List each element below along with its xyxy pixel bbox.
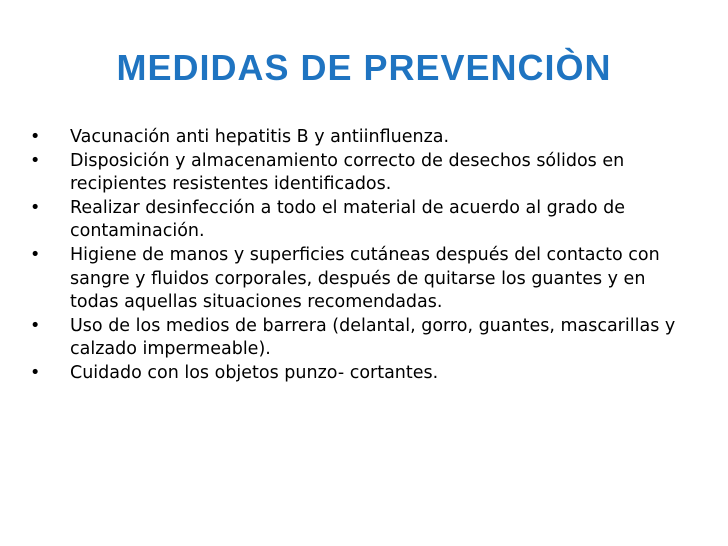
bullet-list (30, 126, 694, 386)
bullet-dot-icon: • (30, 150, 41, 171)
bullet-text: Vacunación anti hepatitis B y antiinfluenza. (70, 127, 450, 147)
bullet-item (30, 244, 694, 315)
bullet-item (30, 126, 694, 150)
bullet-dot-icon: • (30, 197, 41, 218)
bullet-item (30, 150, 694, 197)
bullet-text: Cuidado con los objetos punzo- cortantes. (70, 362, 439, 383)
bullet-text: Realizar desinfección a todo el material de acuerdo al grado de contaminación. (70, 197, 625, 242)
bullet-item (30, 362, 694, 386)
bullet-dot-icon: • (30, 315, 41, 336)
slide-title: MEDIDAS DE PREVENCIÒN (116, 47, 612, 88)
bullet-dot-icon: • (30, 127, 41, 147)
bullet-text: Disposición y almacenamiento correcto de desechos sólidos en recipientes resistentes identificados. (70, 150, 625, 195)
bullet-item (30, 197, 694, 244)
bullet-dot-icon: • (30, 244, 41, 265)
bullet-text: Higiene de manos y superficies cutáneas después del contacto con sangre y fluidos corporales, después de quitarse los guantes y en todas aquellas situaciones recomendadas. (70, 244, 660, 313)
bullet-item (30, 315, 694, 362)
bullet-dot-icon: • (30, 362, 41, 383)
bullet-text: Uso de los medios de barrera (delantal, gorro, guantes, mascarillas y calzado impermeable). (70, 315, 676, 360)
